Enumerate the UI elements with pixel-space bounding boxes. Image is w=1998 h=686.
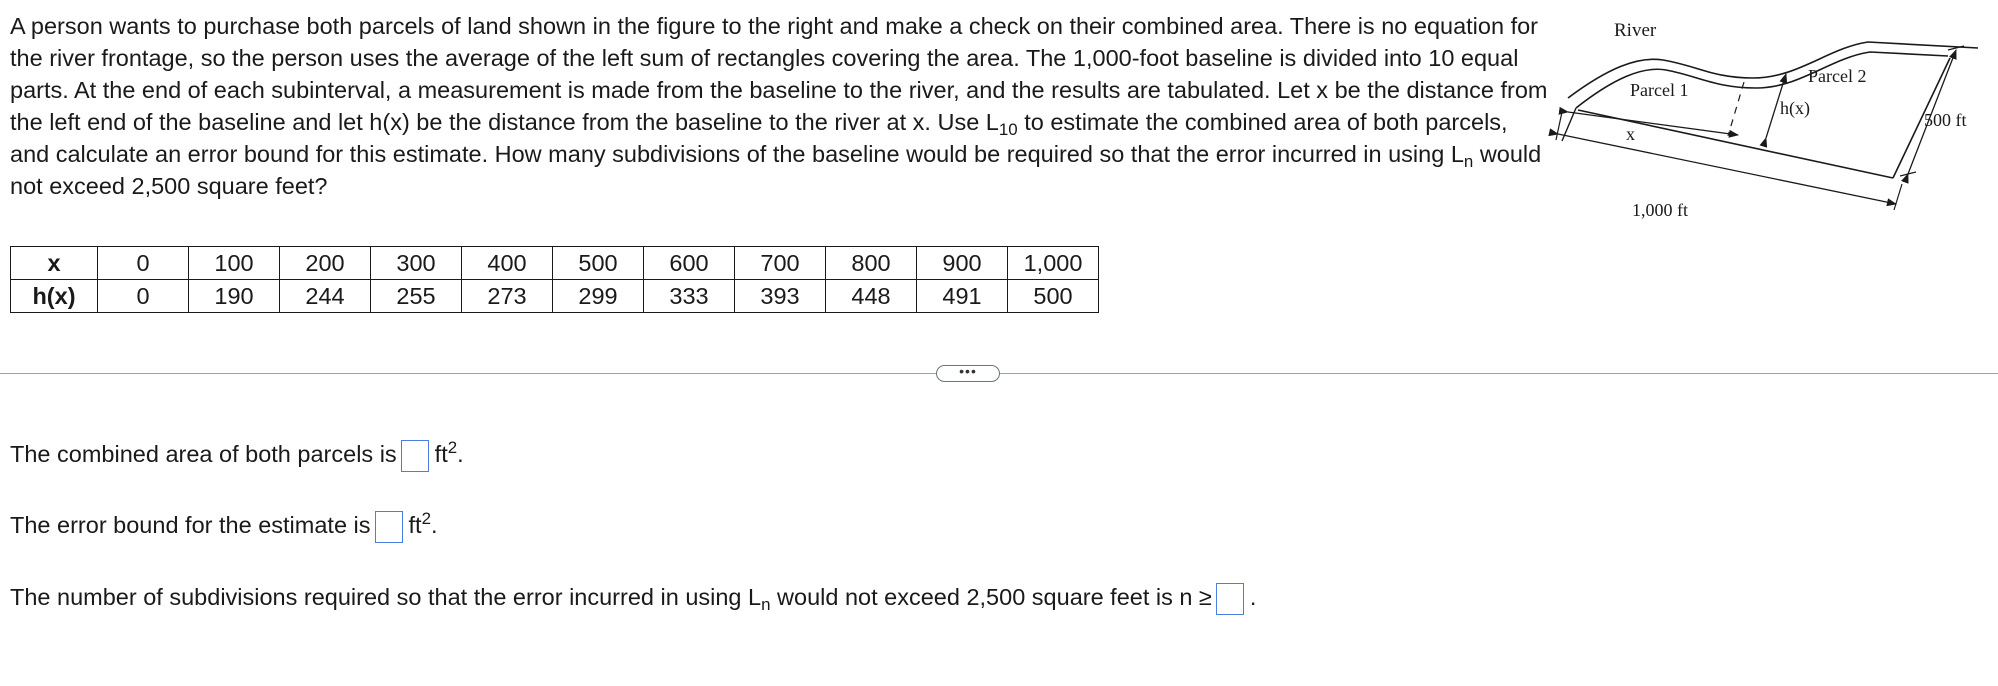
x-header: x — [11, 247, 98, 280]
x-label: x — [1626, 124, 1635, 144]
table-cell: 400 — [462, 247, 553, 280]
table-cell: 491 — [917, 280, 1008, 313]
table-cell: 299 — [553, 280, 644, 313]
subdiv-suffix: would not exceed 2,500 square feet is n ≥ — [770, 584, 1212, 610]
parcel-divider — [1728, 82, 1744, 136]
table-cell: 300 — [371, 247, 462, 280]
data-table — [10, 246, 1099, 313]
error-unit-exponent: 2 — [421, 509, 431, 528]
answer-subdiv-line — [10, 580, 1256, 615]
table-cell: 200 — [280, 247, 371, 280]
table-cell: 448 — [826, 280, 917, 313]
problem-text-part2: to estimate the combined area of both parcels, and calculate an error bound for this estimate. How many subdivisions of the baseline would be required so that the error incurred in using L — [10, 109, 1508, 167]
parcel2-label: Parcel 2 — [1808, 66, 1867, 86]
error-answer-input[interactable] — [375, 511, 403, 543]
subdiv-period: . — [1249, 584, 1257, 610]
table-row-x — [11, 247, 1099, 280]
table-cell: 500 — [553, 247, 644, 280]
table-cell: 244 — [280, 280, 371, 313]
table-cell: 393 — [735, 280, 826, 313]
problem-text-part3: would not exceed 2,500 square feet? — [10, 141, 1542, 199]
table-cell: 1,000 — [1008, 247, 1099, 280]
l10-subscript: 10 — [998, 120, 1018, 139]
table-cell: 190 — [189, 280, 280, 313]
parcel1-label: Parcel 1 — [1630, 80, 1689, 100]
ln-subscript: n — [1463, 152, 1474, 171]
subdiv-prefix: The number of subdivisions required so that the error incurred in using L — [10, 584, 762, 610]
table-cell: 900 — [917, 247, 1008, 280]
answer-error-line — [10, 508, 438, 543]
subdiv-subscript: n — [761, 595, 771, 614]
table-cell: 500 — [1008, 280, 1099, 313]
baseline-label: 1,000 ft — [1632, 200, 1688, 220]
error-prefix: The error bound for the estimate is — [10, 512, 371, 538]
area-unit: ft — [434, 441, 448, 467]
table-cell: 600 — [644, 247, 735, 280]
baseline-dim-tick-left — [1556, 112, 1562, 140]
area-prefix: The combined area of both parcels is — [10, 441, 397, 467]
height-label: 500 ft — [1924, 110, 1967, 130]
table-cell: 273 — [462, 280, 553, 313]
parcels-figure — [1548, 8, 1988, 248]
expand-button[interactable]: ••• — [936, 365, 1000, 382]
problem-text-part1: A person wants to purchase both parcels of land shown in the figure to the right and make a check on their combined area. There is no equation for the river frontage, so the person uses the average of the left sum of rectangles covering the area. The 1,000-foot baseline is divided into 10 equal parts. At the end of each subinterval, a measurement is made from the baseline to the river, and the results are tabulated. Let x be the distance from the left end of the baseline and let h(x) be the distance from the baseline to the river at x. Use L — [10, 13, 1548, 135]
baseline-dim-arrow — [1558, 134, 1896, 204]
baseline-dim-tick-right — [1894, 184, 1902, 210]
area-answer-input[interactable] — [401, 440, 429, 472]
answer-area-line — [10, 437, 464, 472]
table-cell: 333 — [644, 280, 735, 313]
subdiv-answer-input[interactable] — [1216, 583, 1244, 615]
table-cell: 255 — [371, 280, 462, 313]
hx-label: h(x) — [1780, 98, 1810, 118]
problem-statement — [10, 10, 1550, 202]
hx-header: h(x) — [11, 280, 98, 313]
error-unit: ft — [408, 512, 422, 538]
table-row-hx — [11, 280, 1099, 313]
area-period: . — [457, 441, 464, 467]
table-cell: 0 — [98, 247, 189, 280]
river-label: River — [1614, 20, 1657, 41]
table-cell: 700 — [735, 247, 826, 280]
table-cell: 100 — [189, 247, 280, 280]
error-period: . — [430, 512, 438, 538]
table-cell: 800 — [826, 247, 917, 280]
x-arrow — [1568, 112, 1738, 135]
table-cell: 0 — [98, 280, 189, 313]
area-unit-exponent: 2 — [447, 438, 458, 457]
